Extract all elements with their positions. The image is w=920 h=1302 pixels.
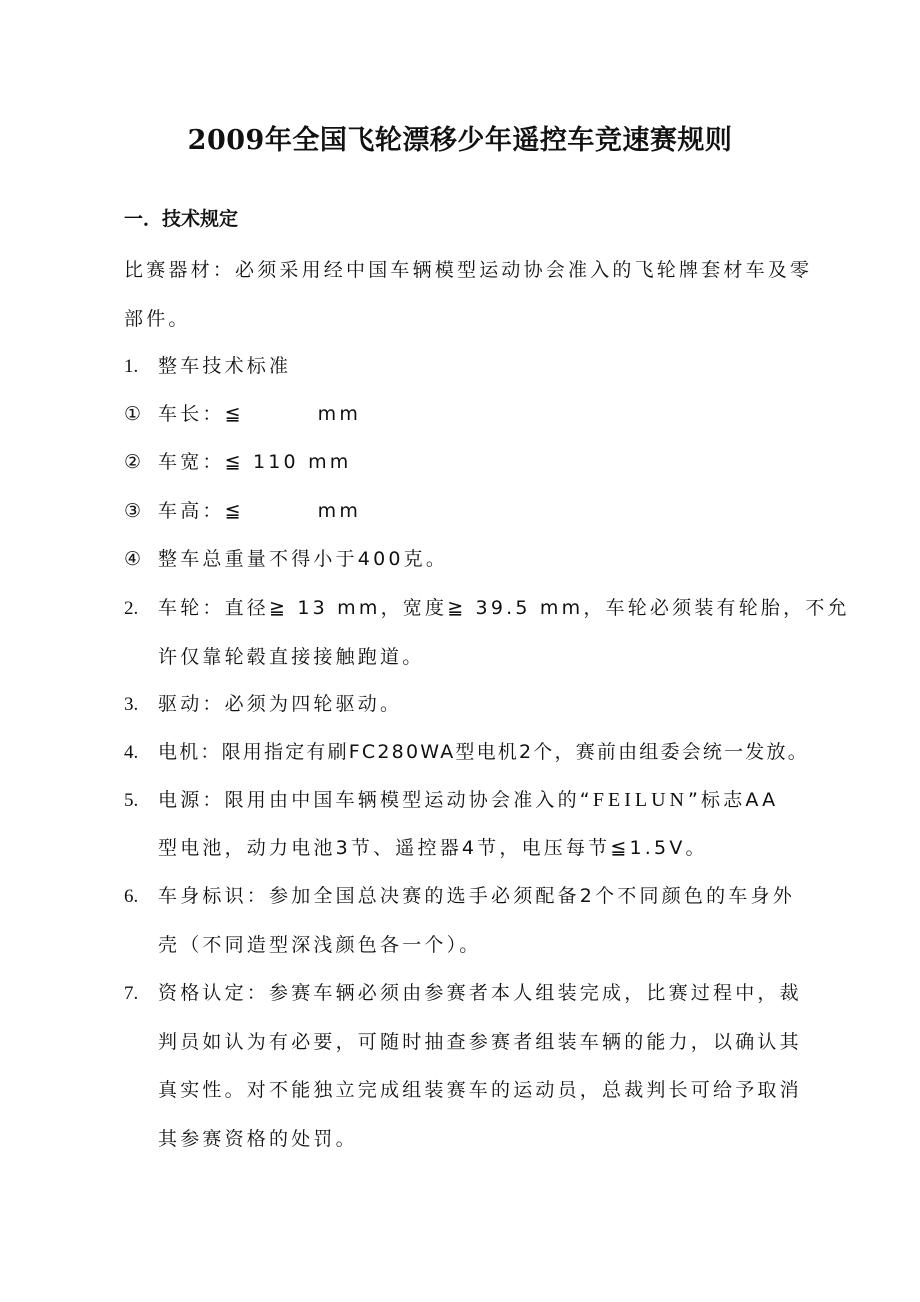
rule-text: 资格认定：参赛车辆必须由参赛者本人组装完成，比赛过程中，裁 — [158, 982, 802, 1004]
section-heading-technical-rules: 一．技术规定 — [124, 208, 239, 230]
sub-item-text: 整车总重量不得小于400克。 — [158, 548, 449, 570]
rule-item-2 — [124, 596, 850, 621]
rule-text: 整车技术标准 — [158, 355, 292, 377]
rule-number: 2. — [124, 598, 139, 619]
sub-item-height — [124, 499, 361, 523]
rule-number: 5. — [124, 790, 139, 811]
circled-number-3: ③ — [124, 500, 142, 522]
rule-item-6 — [124, 884, 795, 909]
sub-item-weight — [124, 547, 448, 571]
rule-item-1 — [124, 354, 291, 379]
rule-number: 6. — [124, 886, 139, 907]
rule-item-3 — [124, 692, 402, 717]
rule-text-after-brand: ”标志AA — [687, 789, 779, 811]
rule-item-7-line-4: 其参赛资格的处罚。 — [158, 1128, 358, 1150]
rule-item-5-continued: 型电池，动力电池3节、遥控器4节，电压每节≦1.5V。 — [158, 837, 708, 859]
sub-item-width — [124, 450, 351, 474]
equipment-line-1: 比赛器材：必须采用经中国车辆模型运动协会准入的飞轮牌套材车及零 — [124, 259, 813, 281]
sub-item-text: 车宽：≦ 110 mm — [158, 451, 352, 473]
circled-number-4: ④ — [124, 548, 142, 570]
rule-item-5 — [124, 788, 778, 813]
rule-number: 3. — [124, 694, 139, 715]
equipment-line-2: 部件。 — [124, 308, 191, 330]
rule-text: 车轮：直径≧ 13 mm，宽度≧ 39.5 mm，车轮必须装有轮胎，不允 — [158, 597, 850, 619]
rule-item-7-line-3: 真实性。对不能独立完成组装赛车的运动员，总裁判长可给予取消 — [158, 1079, 802, 1101]
circled-number-2: ② — [124, 451, 142, 473]
rule-number: 1. — [124, 356, 139, 377]
document-title: 2009年全国飞轮漂移少年遥控车竞速赛规则 — [187, 125, 733, 156]
rule-text: 电机：限用指定有刷FC280WA型电机2个，赛前由组委会统一发放。 — [158, 741, 809, 763]
rule-item-7 — [124, 981, 802, 1006]
sub-item-text: 车高：≦ mm — [158, 500, 362, 522]
rule-item-2-continued: 许仅靠轮毂直接接触跑道。 — [158, 646, 425, 668]
rule-item-6-continued: 壳（不同造型深浅颜色各一个）。 — [158, 934, 482, 956]
rule-number: 4. — [124, 742, 139, 763]
rule-text: 驱动：必须为四轮驱动。 — [158, 693, 403, 715]
brand-feilun: FEILUN — [592, 789, 688, 811]
rule-item-4 — [124, 740, 809, 765]
rule-text: 车身标识：参加全国总决赛的选手必须配备2个不同颜色的车身外 — [158, 885, 795, 907]
rule-item-7-line-2: 判员如认为有必要，可随时抽查参赛者组装车辆的能力，以确认其 — [158, 1031, 802, 1053]
sub-item-text: 车长：≦ mm — [158, 403, 362, 425]
sub-item-length — [124, 402, 361, 426]
circled-number-1: ① — [124, 403, 142, 425]
rule-text-before-brand: 电源：限用由中国车辆模型运动协会准入的“ — [158, 789, 593, 811]
rule-number: 7. — [124, 983, 139, 1004]
